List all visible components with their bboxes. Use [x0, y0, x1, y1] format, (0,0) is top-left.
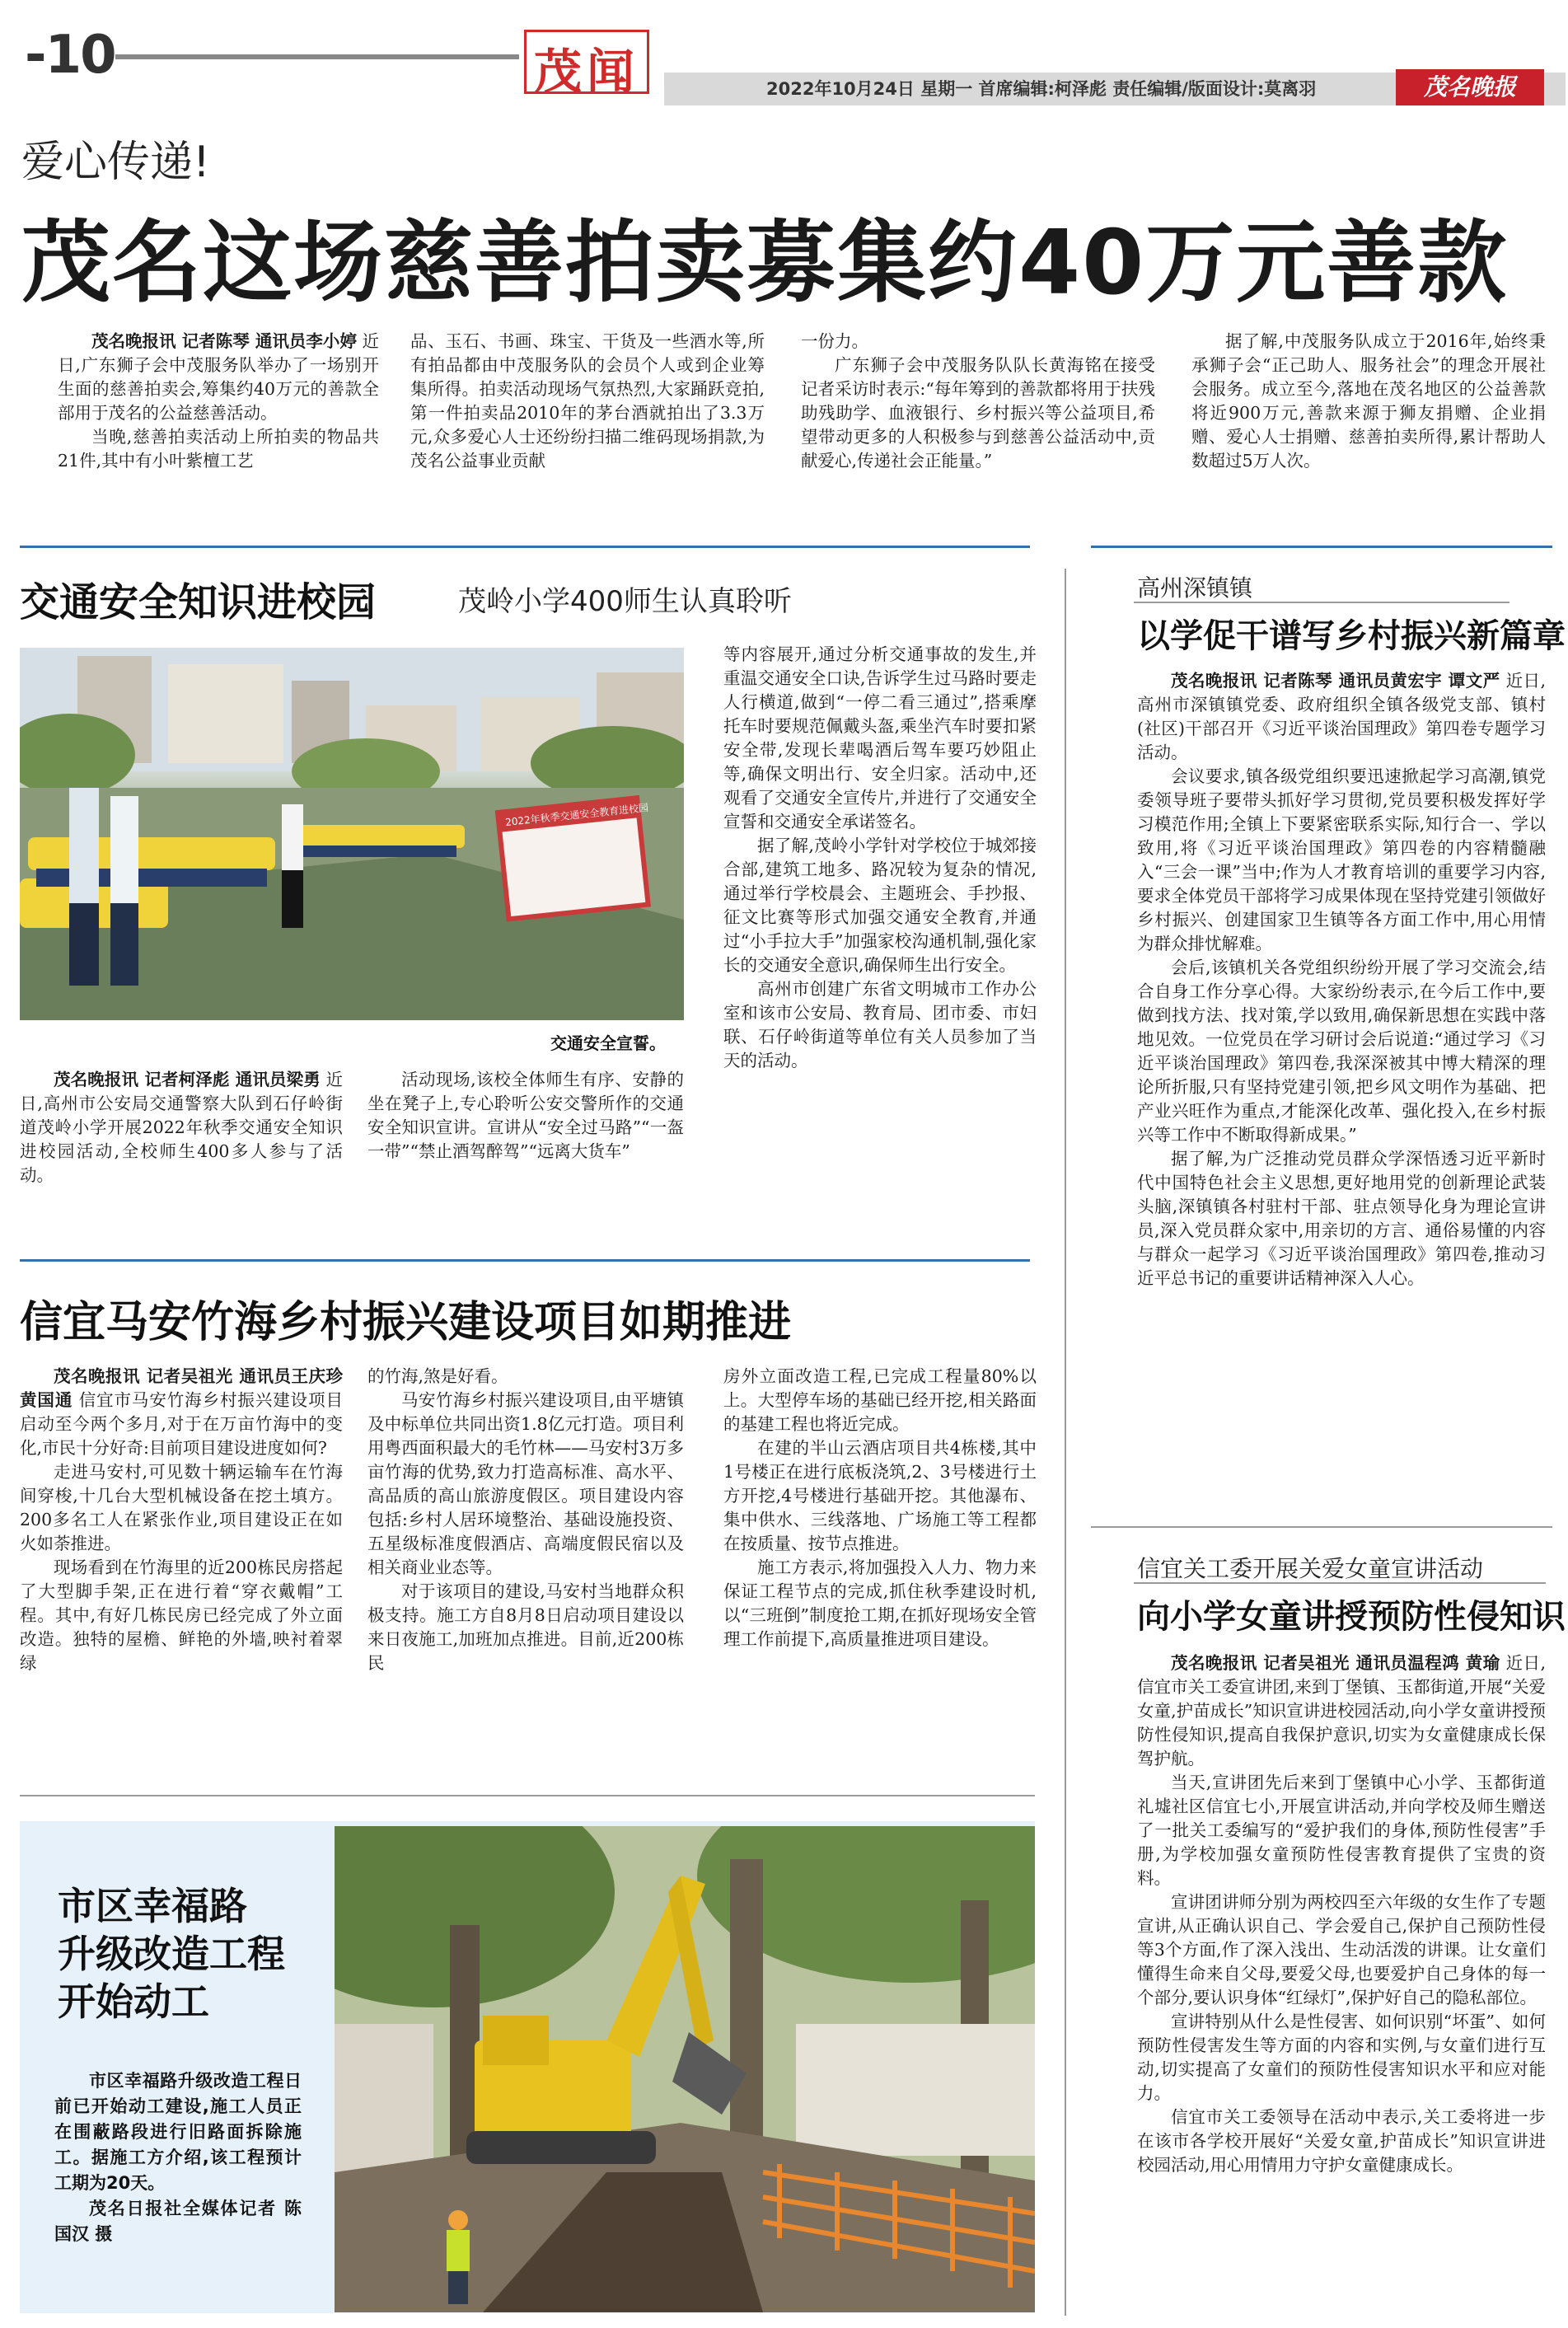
gaozhou-kicker-rule	[1134, 602, 1509, 603]
dateline: 2022年10月24日 星期一 首席编辑:柯泽彪 责任编辑/版面设计:莫离羽	[766, 79, 1317, 99]
traffic-col-3	[723, 643, 1037, 1073]
traffic-col3-p2: 据了解,茂岭小学针对学校位于城郊接合部,建筑工地多、路况较为复杂的情况,通过举行学校晨会、主题班会、手抄报、征文比赛等形式加强交通安全教育,并通过“小手拉大手”加强家校沟通机制,强化家长的交通安全意识,确保师生出行安全。	[723, 836, 1037, 975]
women-kicker-rule	[1134, 1582, 1546, 1584]
lead-col-2	[410, 330, 765, 473]
lead-headline: 茂名这场慈善拍卖募集约40万元善款	[21, 212, 1509, 315]
gaozhou-kicker: 高州深镇镇	[1137, 574, 1253, 602]
women-p5: 信宜市关工委领导在活动中表示,关工委将进一步在该市各学校开展好“关爱女童,护苗成长”知识宣讲进校园活动,用心用情用力守护女童健康成长。	[1137, 2107, 1546, 2175]
header-rule	[115, 54, 519, 59]
traffic-photo	[20, 648, 684, 1020]
traffic-col3-p1: 等内容展开,通过分析交通事故的发生,并重温交通安全口诀,告诉学生过马路时要走人行横道,做到“一停二看三通过”,搭乘摩托车时要规范佩戴头盔,乘坐汽车时要扣紧安全带,发现长辈喝酒后驾车要巧妙阻止等,确保文明出行、安全归家。活动中,还观看了交通安全宣传片,并进行了交通安全宣誓和交通安全承诺签名。	[723, 644, 1037, 831]
gaozhou-p3: 会后,该镇机关各党组织纷纷开展了学习交流会,结合自身工作分享心得。大家纷纷表示,在今后工作中,要做到找方法、找对策,学以致用,确保新思想在实践中落地见效。一位党员在学习研讨会后说道:“通过学习《习近平谈治国理政》第四卷,我深深被其中博大精深的理论所折服,只有坚持党建引领,把乡风文明作为基础、把产业兴旺作为重点,才能深化改革、强化投入,在乡村振兴等工作中不断取得新成果。”	[1137, 958, 1546, 1145]
women-kicker: 信宜关工委开展关爱女童宣讲活动	[1137, 1555, 1484, 1582]
lead-col3-p2: 广东狮子会中茂服务队队长黄海铭在接受记者采访时表示:“每年筹到的善款都将用于扶残助残助学、血液银行、乡村振兴等公益项目,希望带动更多的人积极参与到慈善公益活动中,贡献爱心,传递社会正能量。”	[801, 355, 1155, 471]
road-credit: 茂名日报社全媒体记者 陈国汉 摄	[54, 2199, 302, 2244]
traffic-col3-p3: 高州市创建广东省文明城市工作办公室和该市公安局、教育局、团市委、市妇联、石仔岭街道等单位有关人员参加了当天的活动。	[723, 979, 1037, 1070]
traffic-col-1	[20, 1068, 343, 1187]
xinyi-col1-p3: 现场看到在竹海里的近200栋民房搭起了大型脚手架,正在进行着“穿衣戴帽”工程。其中,有好几栋民房已经完成了外立面改造。独特的屋檐、鲜艳的外墙,映衬着翠绿	[20, 1557, 343, 1673]
traffic-title: 交通安全知识进校园	[20, 579, 377, 625]
traffic-col1-text: 近日,高州市公安局交通警察大队到石仔岭街道茂岭小学开展2022年秋季交通安全知识进校园活动,全校师生400多人参与了活动。	[20, 1070, 343, 1185]
xinyi-byline: 茂名晚报讯 记者吴祖光 通讯员王庆珍 黄国通	[20, 1366, 343, 1410]
traffic-subtitle: 茂岭小学400师生认真聆听	[458, 585, 792, 618]
lead-col2-text: 品、玉石、书画、珠宝、干货及一些酒水等,所有拍品都由中茂服务队的会员个人或到企业筹集所得。拍卖活动现场气氛热烈,大家踊跃竞拍,第一件拍卖品2010年的茅台酒就拍出了3.3万元,众多爱心人士还纷纷扫描二维码现场捐款,为茂名公益事业贡献	[410, 331, 765, 471]
xinyi-col3-p2: 在建的半山云酒店项目共4栋楼,其中1号楼正在进行底板浇筑,2、3号楼进行土方开挖,4号楼进行基础开挖。其他瀑布、集中供水、三线落地、广场施工等工程都在按质量、按节点推进。	[723, 1438, 1037, 1553]
xinyi-col1-text: 信宜市马安竹海乡村振兴建设项目启动至今两个多月,对于在万亩竹海中的变化,市民十分好奇:目前项目建设进度如何?	[20, 1390, 343, 1458]
road-title-line-3: 开始动工	[58, 1979, 209, 2024]
rule-lead-left	[20, 546, 1030, 548]
lead-col4-text: 据了解,中茂服务队成立于2016年,始终秉承狮子会“正己助人、服务社会”的理念开展社会服务。成立至今,落地在茂名地区的公益善款将近900万元,善款来源于狮友捐赠、企业捐赠、爱心人士捐赠、慈善拍卖所得,累计帮助人数超过5万人次。	[1191, 331, 1546, 471]
gaozhou-p2: 会议要求,镇各级党组织要迅速掀起学习高潮,镇党委领导班子要带头抓好学习贯彻,党员要积极发挥好学习模范作用;全镇上下要紧密联系实际,知行合一、学以致用,将《习近平谈治国理政》第四卷的内容精髓融入“三会一课”当中;作为人才教育培训的重要学习内容,要求全体党员干部将学习成果体现在坚持党建引领做好乡村振兴、创建国家卫生镇等各方面工作中,用心用情为群众排忧解难。	[1137, 766, 1546, 953]
lead-byline: 茂名晚报讯 记者陈琴 通讯员李小婷	[91, 331, 357, 351]
road-text	[54, 2068, 302, 2247]
road-body: 市区幸福路升级改造工程日前已开始动工建设,施工人员正在围蔽路段进行旧路面拆除施工。据施工方介绍,该工程预计工期为20天。	[54, 2071, 302, 2193]
lead-col-1	[58, 330, 379, 473]
page-number: -10	[25, 25, 115, 86]
xinyi-col2-p3: 对于该项目的建设,马安村当地群众积极支持。施工方自8月8日启动项目建设以来日夜施工,加班加点推进。目前,近200栋民	[367, 1581, 684, 1673]
lead-col-4	[1191, 330, 1546, 473]
gaozhou-title: 以学促干谱写乡村振兴新篇章	[1137, 617, 1566, 655]
gaozhou-body	[1137, 669, 1546, 1290]
rule-traffic	[20, 1259, 1030, 1262]
women-p2: 当天,宣讲团先后来到丁堡镇中心小学、玉都街道礼墟社区信宜七小,开展宣讲活动,并向学校及师生赠送了一批关工委编写的“爱护我们的身体,预防性侵害”手册,为学校加强女童预防性侵害教育提供了宝贵的资料。	[1137, 1773, 1546, 1888]
xinyi-col-1	[20, 1365, 343, 1675]
xinyi-col2-p2: 马安竹海乡村振兴建设项目,由平塘镇及中标单位共同出资1.8亿元打造。项目利用粤西面积最大的毛竹林——马安村3万多亩竹海的优势,致力打造高标准、高水平、高品质的高山旅游度假区。项目建设内容包括:乡村人居环境整治、基础设施投资、五星级标准度假酒店、高端度假民宿以及相关商业业态等。	[367, 1390, 684, 1577]
excavator-roadwork-image	[335, 1826, 1035, 2312]
road-title-line-1: 市区幸福路	[58, 1884, 247, 1928]
women-byline: 茂名晚报讯 记者吴祖光 通讯员温程鸿 黄瑜	[1171, 1653, 1500, 1673]
traffic-byline: 茂名晚报讯 记者柯泽彪 通讯员梁勇	[54, 1070, 321, 1089]
photo-banner-text: 2022年秋季交通安全教育进校园	[504, 801, 649, 829]
column-divider	[1065, 569, 1066, 2316]
women-p4: 宣讲特别从什么是性侵害、如何识别“坏蛋”、如何预防性侵害发生等方面的内容和实例,与女童们进行互动,切实提高了女童们的预防性侵害知识水平和应对能力。	[1137, 2012, 1546, 2103]
women-title: 向小学女童讲授预防性侵知识	[1137, 1598, 1566, 1636]
xinyi-col-2	[367, 1365, 684, 1675]
school-assembly-image	[20, 648, 684, 1020]
traffic-photo-caption: 交通安全宣誓。	[550, 1033, 666, 1053]
rule-xinyi	[20, 1795, 1035, 1796]
women-p1: 近日,信宜市关工委宣讲团,来到丁堡镇、玉都街道,开展“关爱女童,护苗成长”知识宣讲进校园活动,向小学女童讲授预防性侵知识,提高自我保护意识,切实为女童健康成长保驾护航。	[1137, 1653, 1546, 1768]
rule-lead-right	[1091, 546, 1552, 548]
traffic-col-2	[367, 1068, 684, 1164]
xinyi-col-3	[723, 1365, 1037, 1651]
women-body	[1137, 1651, 1546, 2177]
xinyi-col1-p2: 走进马安村,可见数十辆运输车在竹海间穿梭,十几台大型机械设备在挖土填方。200多名工人在紧张作业,项目建设正在如火如荼推进。	[20, 1462, 343, 1553]
xinyi-col3-p1: 房外立面改造工程,已完成工程量80%以上。大型停车场的基础已经开挖,相关路面的基建工程也将近完成。	[723, 1366, 1037, 1434]
xinyi-col3-p3: 施工方表示,将加强投入人力、物力来保证工程节点的完成,抓住秋季建设时机,以“三班倒”制度抢工期,在抓好现场安全管理工作前提下,高质量推进项目建设。	[723, 1557, 1037, 1649]
lead-col3-p1: 一份力。	[801, 331, 868, 351]
xinyi-col2-p1: 的竹海,煞是好看。	[367, 1366, 508, 1386]
lead-kicker: 爱心传递!	[21, 138, 210, 187]
rule-gaozhou	[1091, 1526, 1552, 1528]
lead-col1-p2: 当晚,慈善拍卖活动上所拍卖的物品共21件,其中有小叶紫檀工艺	[58, 427, 379, 471]
newspaper-logo: 茂名晚报	[1396, 69, 1544, 105]
lead-col1-text: 近日,广东狮子会中茂服务队举办了一场别开生面的慈善拍卖会,筹集约40万元的善款全部用于茂名的公益慈善活动。	[58, 331, 379, 423]
traffic-col2-text: 活动现场,该校全体师生有序、安静的坐在凳子上,专心聆听公安交警所作的交通安全知识宣讲。宣讲从“安全过马路”“一盔一带”“禁止酒驾醉驾”“远离大货车”	[367, 1070, 684, 1161]
gaozhou-p4: 据了解,为广泛推动党员群众学深悟透习近平新时代中国特色社会主义思想,更好地用党的创新理论武装头脑,深镇镇各村驻村干部、驻点领导化身为理论宣讲员,深入党员群众家中,用亲切的方言、通俗易懂的内容与群众一起学习《习近平谈治国理政》第四卷,推动习近平总书记的重要讲话精神深入人心。	[1137, 1149, 1546, 1288]
gaozhou-byline: 茂名晚报讯 记者陈琴 通讯员黄宏宇 谭文严	[1171, 671, 1500, 691]
road-photo	[335, 1826, 1035, 2312]
women-p3: 宣讲团讲师分别为两校四至六年级的女生作了专题宣讲,从正确认识自己、学会爱自己,保护自己预防性侵等3个方面,作了深入浅出、生动活泼的讲课。让女童们懂得生命来自父母,要爱父母,也要爱护自己身体的每一个部分,要认识身体“红绿灯”,保护好自己的隐私部位。	[1137, 1892, 1546, 2007]
lead-col-3	[801, 330, 1155, 473]
gaozhou-p1: 近日,高州市深镇镇党委、政府组织全镇各级党支部、镇村(社区)干部召开《习近平谈治国理政》第四卷专题学习活动。	[1137, 671, 1546, 762]
section-name: 茂闻	[534, 44, 640, 100]
xinyi-title: 信宜马安竹海乡村振兴建设项目如期推进	[20, 1298, 792, 1347]
road-title-line-2: 升级改造工程	[58, 1932, 285, 1976]
road-title	[58, 1882, 285, 2026]
